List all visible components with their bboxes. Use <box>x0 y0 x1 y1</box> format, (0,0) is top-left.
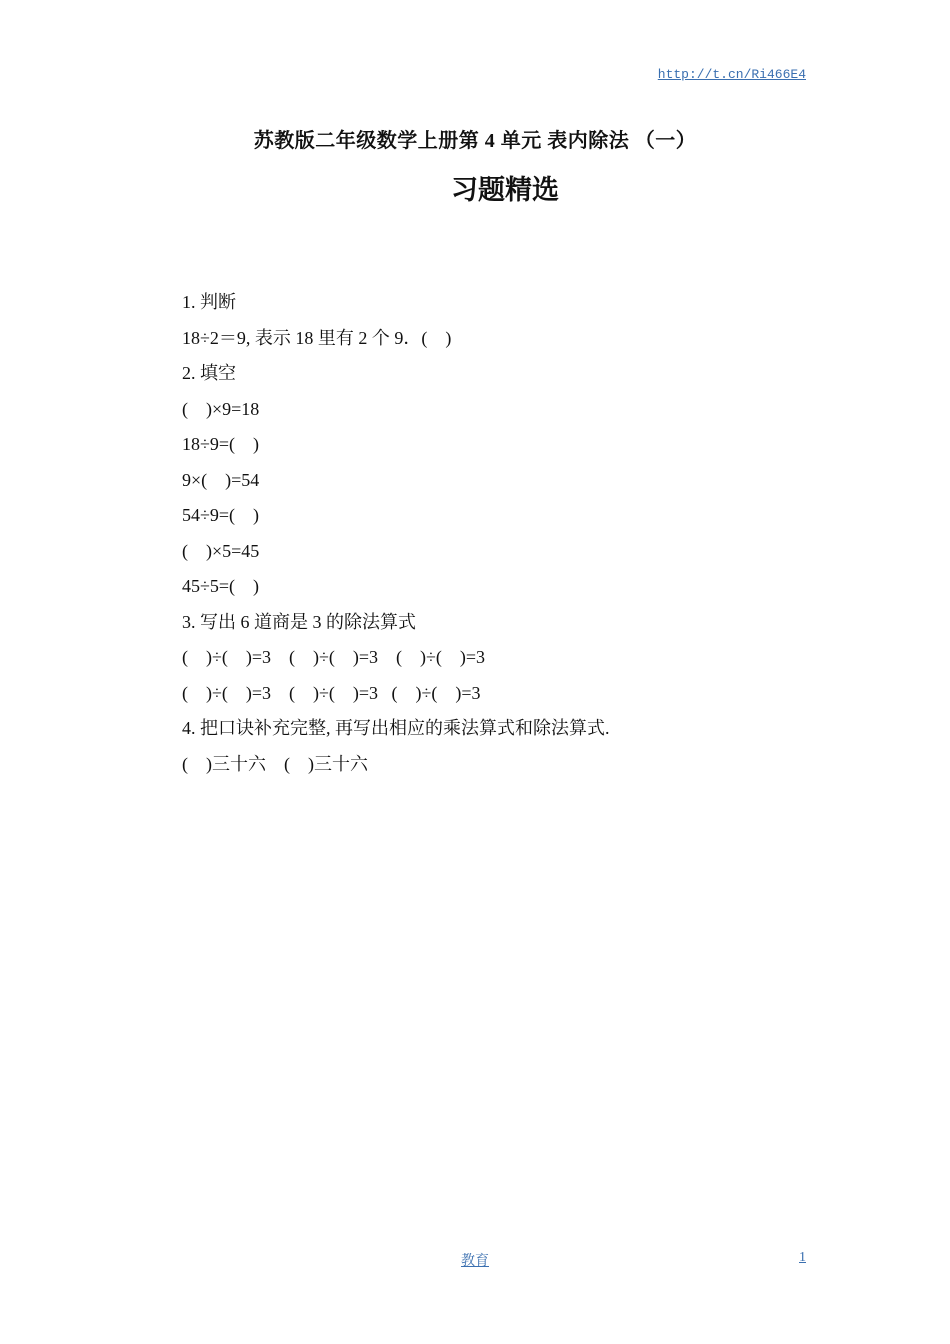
question-line: ( )÷( )=3 ( )÷( )=3 ( )÷( )=3 <box>182 647 486 667</box>
question-line: 9×( )=54 <box>182 469 260 490</box>
question-line: ( )×5=45 <box>182 540 260 561</box>
question-line: 18÷9=( ) <box>182 434 260 454</box>
question-line: 45÷5=( ) <box>182 576 260 596</box>
exercise-content <box>182 288 822 785</box>
header-link[interactable]: http://t.cn/Ri466E4 <box>657 67 806 82</box>
question-line: 18÷2＝9, 表示 18 里有 2 个 9．( ) <box>182 327 452 348</box>
document-subtitle: 习题精选 <box>451 175 559 205</box>
question-line: ( )×9=18 <box>182 398 260 419</box>
page-number: 1 <box>799 1250 806 1265</box>
question-line: ( )÷( )=3 ( )÷( )=3 ( )÷( )=3 <box>182 682 481 703</box>
question-line: ( )三十六 ( )三十六 <box>182 753 368 774</box>
document-title: 苏教版二年级数学上册第 4 单元 表内除法 （一） <box>253 130 697 152</box>
section-heading-write: 3. 写出 6 道商是 3 的除法算式 <box>182 611 416 632</box>
question-line: 54÷9=( ) <box>182 505 260 525</box>
section-heading-complete: 4. 把口诀补充完整, 再写出相应的乘法算式和除法算式. <box>182 718 610 738</box>
footer-link[interactable]: 教育 <box>461 1254 489 1269</box>
section-heading-fill: 2. 填空 <box>182 363 236 383</box>
section-heading-judge: 1. 判断 <box>182 292 236 312</box>
